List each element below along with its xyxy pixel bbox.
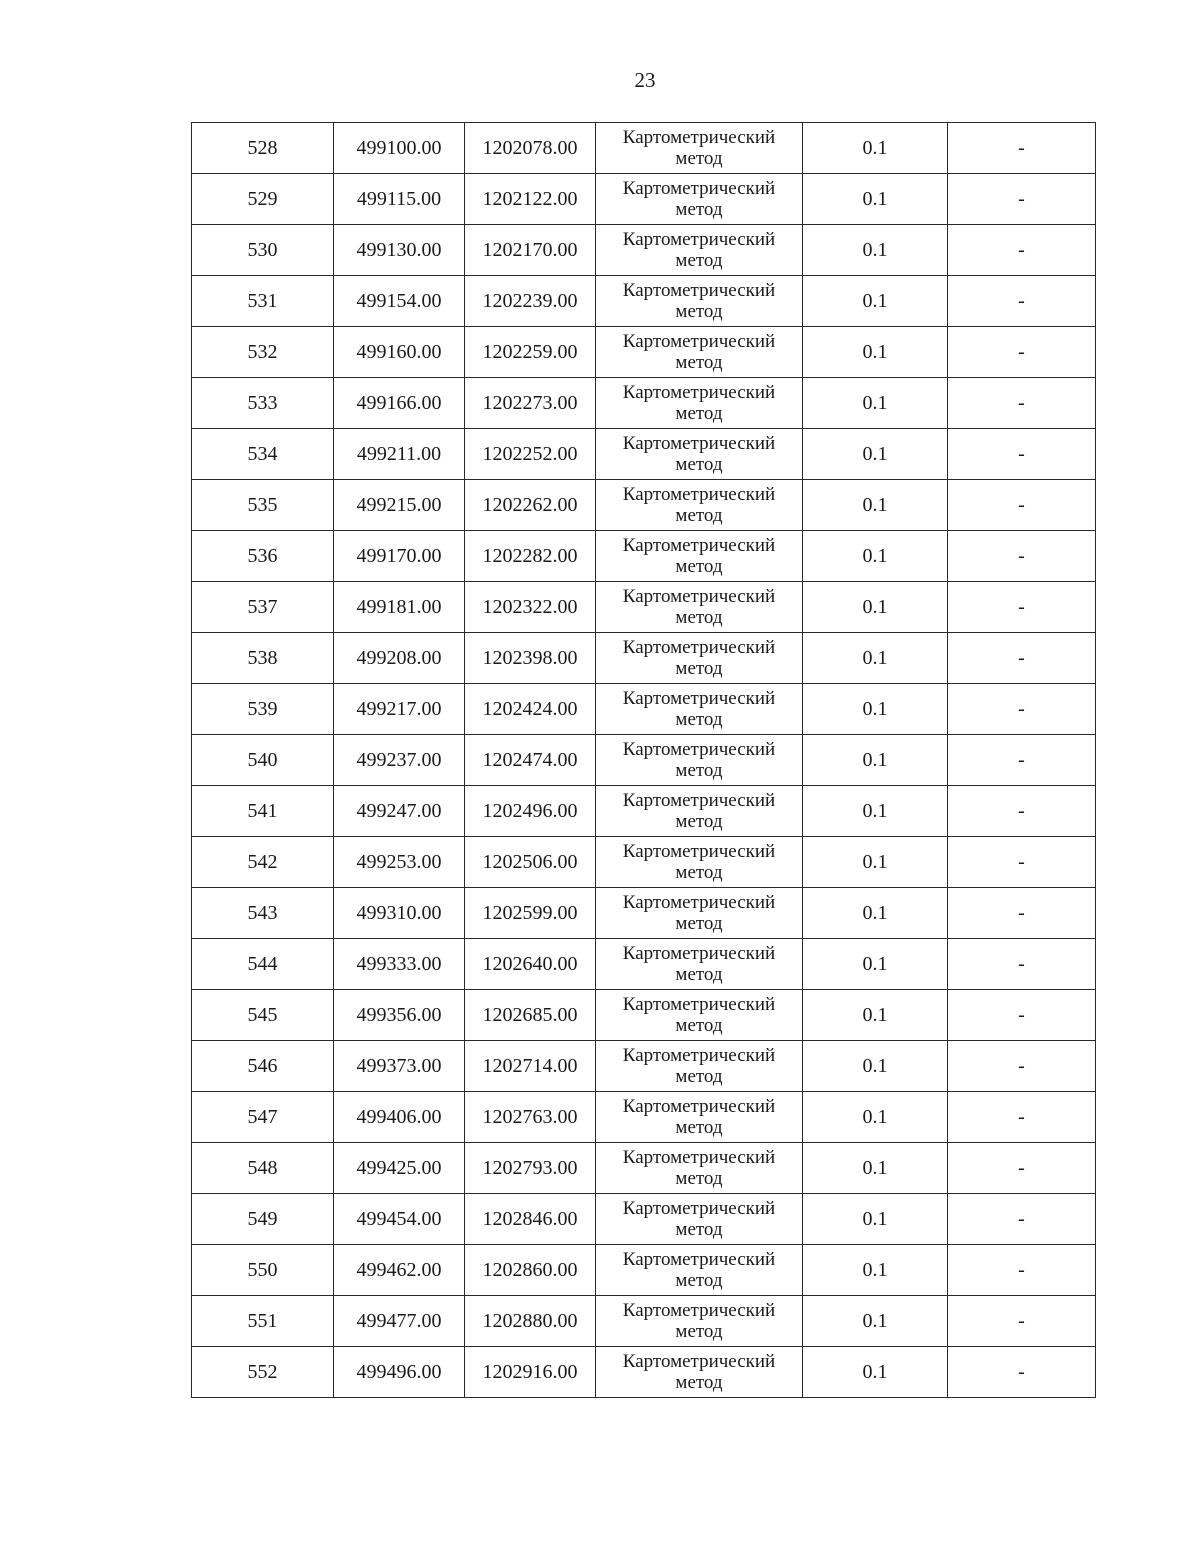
x-coordinate-cell: 499211.00: [334, 429, 465, 480]
y-coordinate-cell: 1202860.00: [465, 1245, 596, 1296]
method-cell: [596, 174, 803, 225]
method-line-2: метод: [675, 913, 723, 934]
point-number-cell: 540: [192, 735, 334, 786]
table-row: [192, 1296, 1096, 1347]
x-coordinate-cell: 499496.00: [334, 1347, 465, 1398]
point-number-cell: 538: [192, 633, 334, 684]
x-coordinate-cell: 499181.00: [334, 582, 465, 633]
method-line-1: Картометрический: [622, 1147, 776, 1168]
method-cell: [596, 990, 803, 1041]
point-number-cell: 551: [192, 1296, 334, 1347]
accuracy-cell: 0.1: [803, 1296, 948, 1347]
table-row: [192, 786, 1096, 837]
accuracy-cell: 0.1: [803, 531, 948, 582]
note-cell: -: [948, 837, 1096, 888]
point-number-cell: 552: [192, 1347, 334, 1398]
accuracy-cell: 0.1: [803, 1092, 948, 1143]
y-coordinate-cell: 1202763.00: [465, 1092, 596, 1143]
method-line-1: Картометрический: [622, 127, 776, 148]
method-line-1: Картометрический: [622, 1045, 776, 1066]
x-coordinate-cell: 499100.00: [334, 123, 465, 174]
y-coordinate-cell: 1202793.00: [465, 1143, 596, 1194]
method-line-1: Картометрический: [622, 688, 776, 709]
x-coordinate-cell: 499477.00: [334, 1296, 465, 1347]
method-cell: [596, 939, 803, 990]
method-line-2: метод: [675, 505, 723, 526]
accuracy-cell: 0.1: [803, 327, 948, 378]
method-cell: [596, 888, 803, 939]
method-line-1: Картометрический: [622, 1300, 776, 1321]
note-cell: -: [948, 582, 1096, 633]
y-coordinate-cell: 1202398.00: [465, 633, 596, 684]
table-row: [192, 1245, 1096, 1296]
note-cell: -: [948, 786, 1096, 837]
method-cell: [596, 1347, 803, 1398]
y-coordinate-cell: 1202916.00: [465, 1347, 596, 1398]
coordinates-table: [191, 122, 1096, 1398]
y-coordinate-cell: 1202078.00: [465, 123, 596, 174]
method-line-2: метод: [675, 760, 723, 781]
x-coordinate-cell: 499425.00: [334, 1143, 465, 1194]
table-row: [192, 633, 1096, 684]
note-cell: -: [948, 1296, 1096, 1347]
method-line-1: Картометрический: [622, 637, 776, 658]
accuracy-cell: 0.1: [803, 1041, 948, 1092]
accuracy-cell: 0.1: [803, 1194, 948, 1245]
table-row: [192, 225, 1096, 276]
method-line-1: Картометрический: [622, 892, 776, 913]
note-cell: -: [948, 480, 1096, 531]
method-line-2: метод: [675, 964, 723, 985]
accuracy-cell: 0.1: [803, 786, 948, 837]
y-coordinate-cell: 1202846.00: [465, 1194, 596, 1245]
method-line-1: Картометрический: [622, 433, 776, 454]
x-coordinate-cell: 499253.00: [334, 837, 465, 888]
x-coordinate-cell: 499166.00: [334, 378, 465, 429]
point-number-cell: 546: [192, 1041, 334, 1092]
table-row: [192, 735, 1096, 786]
method-line-2: метод: [675, 1117, 723, 1138]
method-line-2: метод: [675, 556, 723, 577]
method-cell: [596, 1092, 803, 1143]
y-coordinate-cell: 1202282.00: [465, 531, 596, 582]
method-line-1: Картометрический: [622, 739, 776, 760]
method-cell: [596, 1143, 803, 1194]
accuracy-cell: 0.1: [803, 582, 948, 633]
method-line-1: Картометрический: [622, 586, 776, 607]
y-coordinate-cell: 1202239.00: [465, 276, 596, 327]
point-number-cell: 534: [192, 429, 334, 480]
y-coordinate-cell: 1202424.00: [465, 684, 596, 735]
note-cell: -: [948, 888, 1096, 939]
method-cell: [596, 429, 803, 480]
accuracy-cell: 0.1: [803, 378, 948, 429]
note-cell: -: [948, 327, 1096, 378]
accuracy-cell: 0.1: [803, 225, 948, 276]
y-coordinate-cell: 1202122.00: [465, 174, 596, 225]
table-row: [192, 1194, 1096, 1245]
point-number-cell: 528: [192, 123, 334, 174]
table-row: [192, 1092, 1096, 1143]
table-body: [192, 123, 1096, 1398]
table-row: [192, 174, 1096, 225]
x-coordinate-cell: 499208.00: [334, 633, 465, 684]
table-row: [192, 1347, 1096, 1398]
point-number-cell: 533: [192, 378, 334, 429]
note-cell: -: [948, 735, 1096, 786]
point-number-cell: 548: [192, 1143, 334, 1194]
x-coordinate-cell: 499215.00: [334, 480, 465, 531]
point-number-cell: 532: [192, 327, 334, 378]
method-line-2: метод: [675, 403, 723, 424]
accuracy-cell: 0.1: [803, 939, 948, 990]
accuracy-cell: 0.1: [803, 684, 948, 735]
point-number-cell: 543: [192, 888, 334, 939]
y-coordinate-cell: 1202599.00: [465, 888, 596, 939]
method-line-2: метод: [675, 607, 723, 628]
table-row: [192, 378, 1096, 429]
y-coordinate-cell: 1202322.00: [465, 582, 596, 633]
x-coordinate-cell: 499247.00: [334, 786, 465, 837]
method-line-2: метод: [675, 658, 723, 679]
method-line-1: Картометрический: [622, 1249, 776, 1270]
method-cell: [596, 327, 803, 378]
point-number-cell: 547: [192, 1092, 334, 1143]
y-coordinate-cell: 1202685.00: [465, 990, 596, 1041]
table-row: [192, 429, 1096, 480]
note-cell: -: [948, 1041, 1096, 1092]
method-line-1: Картометрический: [622, 1096, 776, 1117]
x-coordinate-cell: 499462.00: [334, 1245, 465, 1296]
method-line-2: метод: [675, 199, 723, 220]
method-line-1: Картометрический: [622, 943, 776, 964]
method-cell: [596, 582, 803, 633]
y-coordinate-cell: 1202640.00: [465, 939, 596, 990]
table-row: [192, 990, 1096, 1041]
note-cell: -: [948, 1347, 1096, 1398]
y-coordinate-cell: 1202714.00: [465, 1041, 596, 1092]
table-row: [192, 582, 1096, 633]
method-line-1: Картометрический: [622, 229, 776, 250]
x-coordinate-cell: 499115.00: [334, 174, 465, 225]
note-cell: -: [948, 123, 1096, 174]
note-cell: -: [948, 276, 1096, 327]
table-row: [192, 327, 1096, 378]
note-cell: -: [948, 633, 1096, 684]
note-cell: -: [948, 1143, 1096, 1194]
method-cell: [596, 225, 803, 276]
x-coordinate-cell: 499170.00: [334, 531, 465, 582]
x-coordinate-cell: 499154.00: [334, 276, 465, 327]
point-number-cell: 550: [192, 1245, 334, 1296]
accuracy-cell: 0.1: [803, 735, 948, 786]
note-cell: -: [948, 684, 1096, 735]
method-line-1: Картометрический: [622, 535, 776, 556]
method-cell: [596, 786, 803, 837]
point-number-cell: 535: [192, 480, 334, 531]
point-number-cell: 531: [192, 276, 334, 327]
x-coordinate-cell: 499237.00: [334, 735, 465, 786]
x-coordinate-cell: 499454.00: [334, 1194, 465, 1245]
y-coordinate-cell: 1202880.00: [465, 1296, 596, 1347]
y-coordinate-cell: 1202170.00: [465, 225, 596, 276]
note-cell: -: [948, 939, 1096, 990]
y-coordinate-cell: 1202496.00: [465, 786, 596, 837]
accuracy-cell: 0.1: [803, 1245, 948, 1296]
method-cell: [596, 1194, 803, 1245]
point-number-cell: 536: [192, 531, 334, 582]
table-row: [192, 1143, 1096, 1194]
table-row: [192, 276, 1096, 327]
table-row: [192, 684, 1096, 735]
table-row: [192, 939, 1096, 990]
method-line-1: Картометрический: [622, 994, 776, 1015]
method-cell: [596, 123, 803, 174]
x-coordinate-cell: 499217.00: [334, 684, 465, 735]
method-line-1: Картометрический: [622, 1351, 776, 1372]
x-coordinate-cell: 499333.00: [334, 939, 465, 990]
note-cell: -: [948, 1092, 1096, 1143]
table-row: [192, 888, 1096, 939]
method-cell: [596, 1041, 803, 1092]
note-cell: -: [948, 174, 1096, 225]
method-line-2: метод: [675, 148, 723, 169]
method-line-2: метод: [675, 862, 723, 883]
method-cell: [596, 480, 803, 531]
method-line-2: метод: [675, 301, 723, 322]
method-cell: [596, 1296, 803, 1347]
method-cell: [596, 378, 803, 429]
method-line-1: Картометрический: [622, 484, 776, 505]
table-row: [192, 531, 1096, 582]
accuracy-cell: 0.1: [803, 990, 948, 1041]
method-line-1: Картометрический: [622, 1198, 776, 1219]
y-coordinate-cell: 1202474.00: [465, 735, 596, 786]
method-line-2: метод: [675, 1270, 723, 1291]
point-number-cell: 537: [192, 582, 334, 633]
y-coordinate-cell: 1202273.00: [465, 378, 596, 429]
method-line-2: метод: [675, 352, 723, 373]
point-number-cell: 544: [192, 939, 334, 990]
accuracy-cell: 0.1: [803, 1143, 948, 1194]
x-coordinate-cell: 499356.00: [334, 990, 465, 1041]
point-number-cell: 539: [192, 684, 334, 735]
method-line-2: метод: [675, 1015, 723, 1036]
method-line-1: Картометрический: [622, 841, 776, 862]
accuracy-cell: 0.1: [803, 1347, 948, 1398]
method-cell: [596, 633, 803, 684]
method-cell: [596, 837, 803, 888]
table-row: [192, 123, 1096, 174]
accuracy-cell: 0.1: [803, 429, 948, 480]
method-line-1: Картометрический: [622, 382, 776, 403]
method-line-2: метод: [675, 1219, 723, 1240]
method-line-2: метод: [675, 250, 723, 271]
method-line-2: метод: [675, 1321, 723, 1342]
note-cell: -: [948, 990, 1096, 1041]
accuracy-cell: 0.1: [803, 888, 948, 939]
accuracy-cell: 0.1: [803, 633, 948, 684]
point-number-cell: 530: [192, 225, 334, 276]
x-coordinate-cell: 499160.00: [334, 327, 465, 378]
method-line-1: Картометрический: [622, 178, 776, 199]
note-cell: -: [948, 429, 1096, 480]
method-cell: [596, 684, 803, 735]
accuracy-cell: 0.1: [803, 837, 948, 888]
x-coordinate-cell: 499373.00: [334, 1041, 465, 1092]
method-line-2: метод: [675, 811, 723, 832]
x-coordinate-cell: 499310.00: [334, 888, 465, 939]
y-coordinate-cell: 1202252.00: [465, 429, 596, 480]
method-cell: [596, 531, 803, 582]
y-coordinate-cell: 1202259.00: [465, 327, 596, 378]
point-number-cell: 549: [192, 1194, 334, 1245]
accuracy-cell: 0.1: [803, 276, 948, 327]
method-line-2: метод: [675, 1372, 723, 1393]
note-cell: -: [948, 1245, 1096, 1296]
method-line-1: Картометрический: [622, 331, 776, 352]
method-line-1: Картометрический: [622, 790, 776, 811]
note-cell: -: [948, 378, 1096, 429]
point-number-cell: 545: [192, 990, 334, 1041]
method-line-2: метод: [675, 1066, 723, 1087]
note-cell: -: [948, 1194, 1096, 1245]
accuracy-cell: 0.1: [803, 123, 948, 174]
method-line-1: Картометрический: [622, 280, 776, 301]
table-row: [192, 1041, 1096, 1092]
note-cell: -: [948, 531, 1096, 582]
method-line-2: метод: [675, 1168, 723, 1189]
accuracy-cell: 0.1: [803, 480, 948, 531]
x-coordinate-cell: 499130.00: [334, 225, 465, 276]
y-coordinate-cell: 1202262.00: [465, 480, 596, 531]
y-coordinate-cell: 1202506.00: [465, 837, 596, 888]
method-cell: [596, 1245, 803, 1296]
method-line-2: метод: [675, 709, 723, 730]
note-cell: -: [948, 225, 1096, 276]
method-cell: [596, 276, 803, 327]
point-number-cell: 541: [192, 786, 334, 837]
table-row: [192, 480, 1096, 531]
point-number-cell: 529: [192, 174, 334, 225]
method-cell: [596, 735, 803, 786]
method-line-2: метод: [675, 454, 723, 475]
table-row: [192, 837, 1096, 888]
accuracy-cell: 0.1: [803, 174, 948, 225]
page-number: 23: [634, 68, 656, 92]
point-number-cell: 542: [192, 837, 334, 888]
x-coordinate-cell: 499406.00: [334, 1092, 465, 1143]
